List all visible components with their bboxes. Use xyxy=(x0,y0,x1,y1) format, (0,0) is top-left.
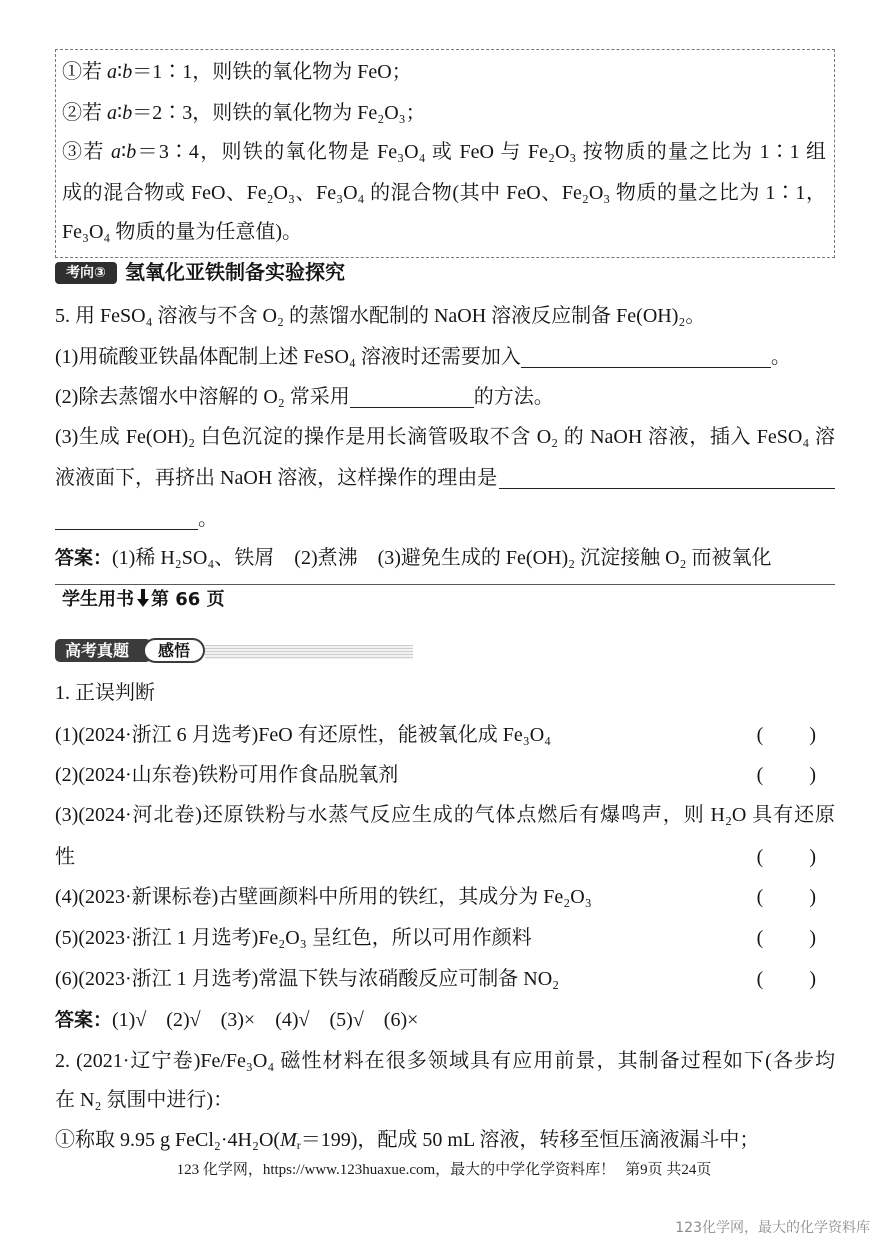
question2-line1: 2. (2021·辽宁卷)Fe/Fe₃O₄ 磁性材料在很多领域具有应用前景，其制备过程如下(各步均 xyxy=(55,1050,835,1072)
step-text: ＝199)，配成 50 mL 溶液，转移至恒压滴液漏斗中； xyxy=(300,1129,760,1151)
note-line-5: Fe₃O₄ 物质的量为任意值)。 xyxy=(62,221,303,243)
note-text: ＝1∶1，则铁的氧化物为 FeO； xyxy=(132,61,412,83)
question5-part3-line1: (3)生成 Fe(OH)₂ 白色沉淀的操作是用长滴管吸取不含 O₂ 的 NaOH 溶液，插入 FeSO₄ 溶 xyxy=(55,426,835,448)
question5-stem: 5. 用 FeSO₄ 溶液与不含 O₂ 的蒸馏水配制的 NaOH 溶液反应制备 Fe(OH)₂。 xyxy=(55,305,706,327)
judgement-item xyxy=(55,882,835,912)
ratio-sign: ∶ xyxy=(117,61,123,83)
answer-bracket: ( ) xyxy=(756,886,818,908)
footer-page-number: 第9页 共24页 xyxy=(625,1162,712,1178)
ratio-sign: ∶ xyxy=(121,141,127,163)
judgement-item: (3)(2024·河北卷)还原铁粉与水蒸气反应生成的气体点燃后有爆鸣声，则 H₂O 具有还原 xyxy=(55,804,835,826)
note-line-1 xyxy=(62,57,826,87)
note-text: ①若 xyxy=(62,61,107,83)
answer-blank xyxy=(521,347,771,368)
judgement-text: (2)(2024·山东卷)铁粉可用作食品脱氧剂 xyxy=(55,764,399,786)
judgement-item xyxy=(55,964,835,994)
section-badge-stripes xyxy=(205,645,413,659)
subscript-r: r xyxy=(296,1138,301,1152)
note-line-2 xyxy=(62,98,826,128)
question5-part3-line3 xyxy=(55,504,835,534)
judgement-text: (4)(2023·新课标卷)古壁画颜料中所用的铁红，其成分为 Fe₂O₃ xyxy=(55,886,592,908)
footer-site: 123 化学网，https://www.123huaxue.com，最大的中学化学资料库！ xyxy=(176,1162,616,1178)
question-text: 。 xyxy=(770,346,791,368)
answer-text: (1)稀 H₂SO₄、铁屑 (2)煮沸 (3)避免生成的 Fe(OH)₂ 沉淀接触 O₂ 而被氧化 xyxy=(112,547,772,569)
variable-m: M xyxy=(280,1129,297,1151)
answer-blank xyxy=(499,463,835,489)
question5-part1 xyxy=(55,342,835,372)
watermark: 123化学网，最大的化学资料库 xyxy=(675,1220,870,1236)
question2-step1 xyxy=(55,1125,835,1155)
down-arrow-icon xyxy=(137,589,149,607)
note-text: ＝3∶4，则铁的氧化物是 Fe₃O₄ 或 FeO 与 Fe₂O₃ 按物质的量之比为 1∶1 组 xyxy=(136,141,826,163)
question-text: (2)除去蒸馏水中溶解的 O₂ 常采用 xyxy=(55,386,350,408)
answer-label: 答案： xyxy=(55,1009,113,1031)
question5-part3-line2 xyxy=(55,463,835,493)
step-text: ①称取 9.95 g FeCl₂·4H₂O( xyxy=(55,1129,281,1151)
page-reference xyxy=(62,585,225,615)
question2-line2: 在 N₂ 氛围中进行)： xyxy=(55,1089,234,1111)
question1-answer xyxy=(55,1005,835,1035)
answer-blank xyxy=(55,509,198,530)
topic-title: 氢氧化亚铁制备实验探究 xyxy=(125,260,345,284)
ratio-sign: ∶ xyxy=(117,102,123,124)
question1-stem: 1. 正误判断 xyxy=(55,682,155,704)
question-text: 的方法。 xyxy=(473,386,554,408)
judgement-text: (5)(2023·浙江 1 月选考)Fe₂O₃ 呈红色，所以可用作颜料 xyxy=(55,927,532,949)
judgement-item xyxy=(55,720,835,750)
page-footer xyxy=(0,1158,888,1182)
variable-a: a xyxy=(111,141,121,163)
variable-a: a xyxy=(107,61,117,83)
variable-b: b xyxy=(126,141,137,163)
note-text: ＝2∶3，则铁的氧化物为 Fe₂O₃； xyxy=(132,102,426,124)
variable-a: a xyxy=(107,102,117,124)
answer-bracket: ( ) xyxy=(756,927,818,949)
judgement-text: (6)(2023·浙江 1 月选考)常温下铁与浓硝酸反应可制备 NO₂ xyxy=(55,968,560,990)
judgement-text: 性 xyxy=(55,846,75,868)
answer-blank xyxy=(350,387,474,408)
question-text: (1)用硫酸亚铁晶体配制上述 FeSO₄ 溶液时还需要加入 xyxy=(55,346,521,368)
answer-text: (1)√ (2)√ (3)× (4)√ (5)√ (6)× xyxy=(112,1009,419,1031)
judgement-item-continued xyxy=(55,842,835,872)
section-badge-light: 感悟 xyxy=(143,638,205,663)
note-text: ③若 xyxy=(62,141,111,163)
question5-answer xyxy=(55,543,835,573)
page-ref-page: 第 66 页 xyxy=(151,589,225,610)
section-badge-dark: 高考真题 xyxy=(55,639,151,662)
judgement-text: (1)(2024·浙江 6 月选考)FeO 有还原性，能被氧化成 Fe₃O₄ xyxy=(55,724,552,746)
answer-label: 答案： xyxy=(55,547,113,569)
answer-bracket: ( ) xyxy=(756,846,818,868)
topic-badge: 考向③ xyxy=(55,262,117,284)
page-ref-label: 学生用书 xyxy=(62,589,134,610)
variable-b: b xyxy=(122,102,133,124)
answer-bracket: ( ) xyxy=(756,764,818,786)
variable-b: b xyxy=(122,61,133,83)
answer-bracket: ( ) xyxy=(756,968,818,990)
judgement-item xyxy=(55,760,835,790)
note-line-3 xyxy=(62,137,826,167)
note-line-4: 成的混合物或 FeO、Fe₂O₃、Fe₃O₄ 的混合物(其中 FeO、Fe₂O₃ 物质的量之比为 1∶1， xyxy=(62,182,826,204)
question-text: 。 xyxy=(198,508,218,530)
note-text: ②若 xyxy=(62,102,107,124)
answer-bracket: ( ) xyxy=(756,724,818,746)
judgement-item xyxy=(55,923,835,953)
question-text: 液液面下，再挤出 NaOH 溶液，这样操作的理由是 xyxy=(55,467,498,489)
question5-part2 xyxy=(55,382,835,412)
